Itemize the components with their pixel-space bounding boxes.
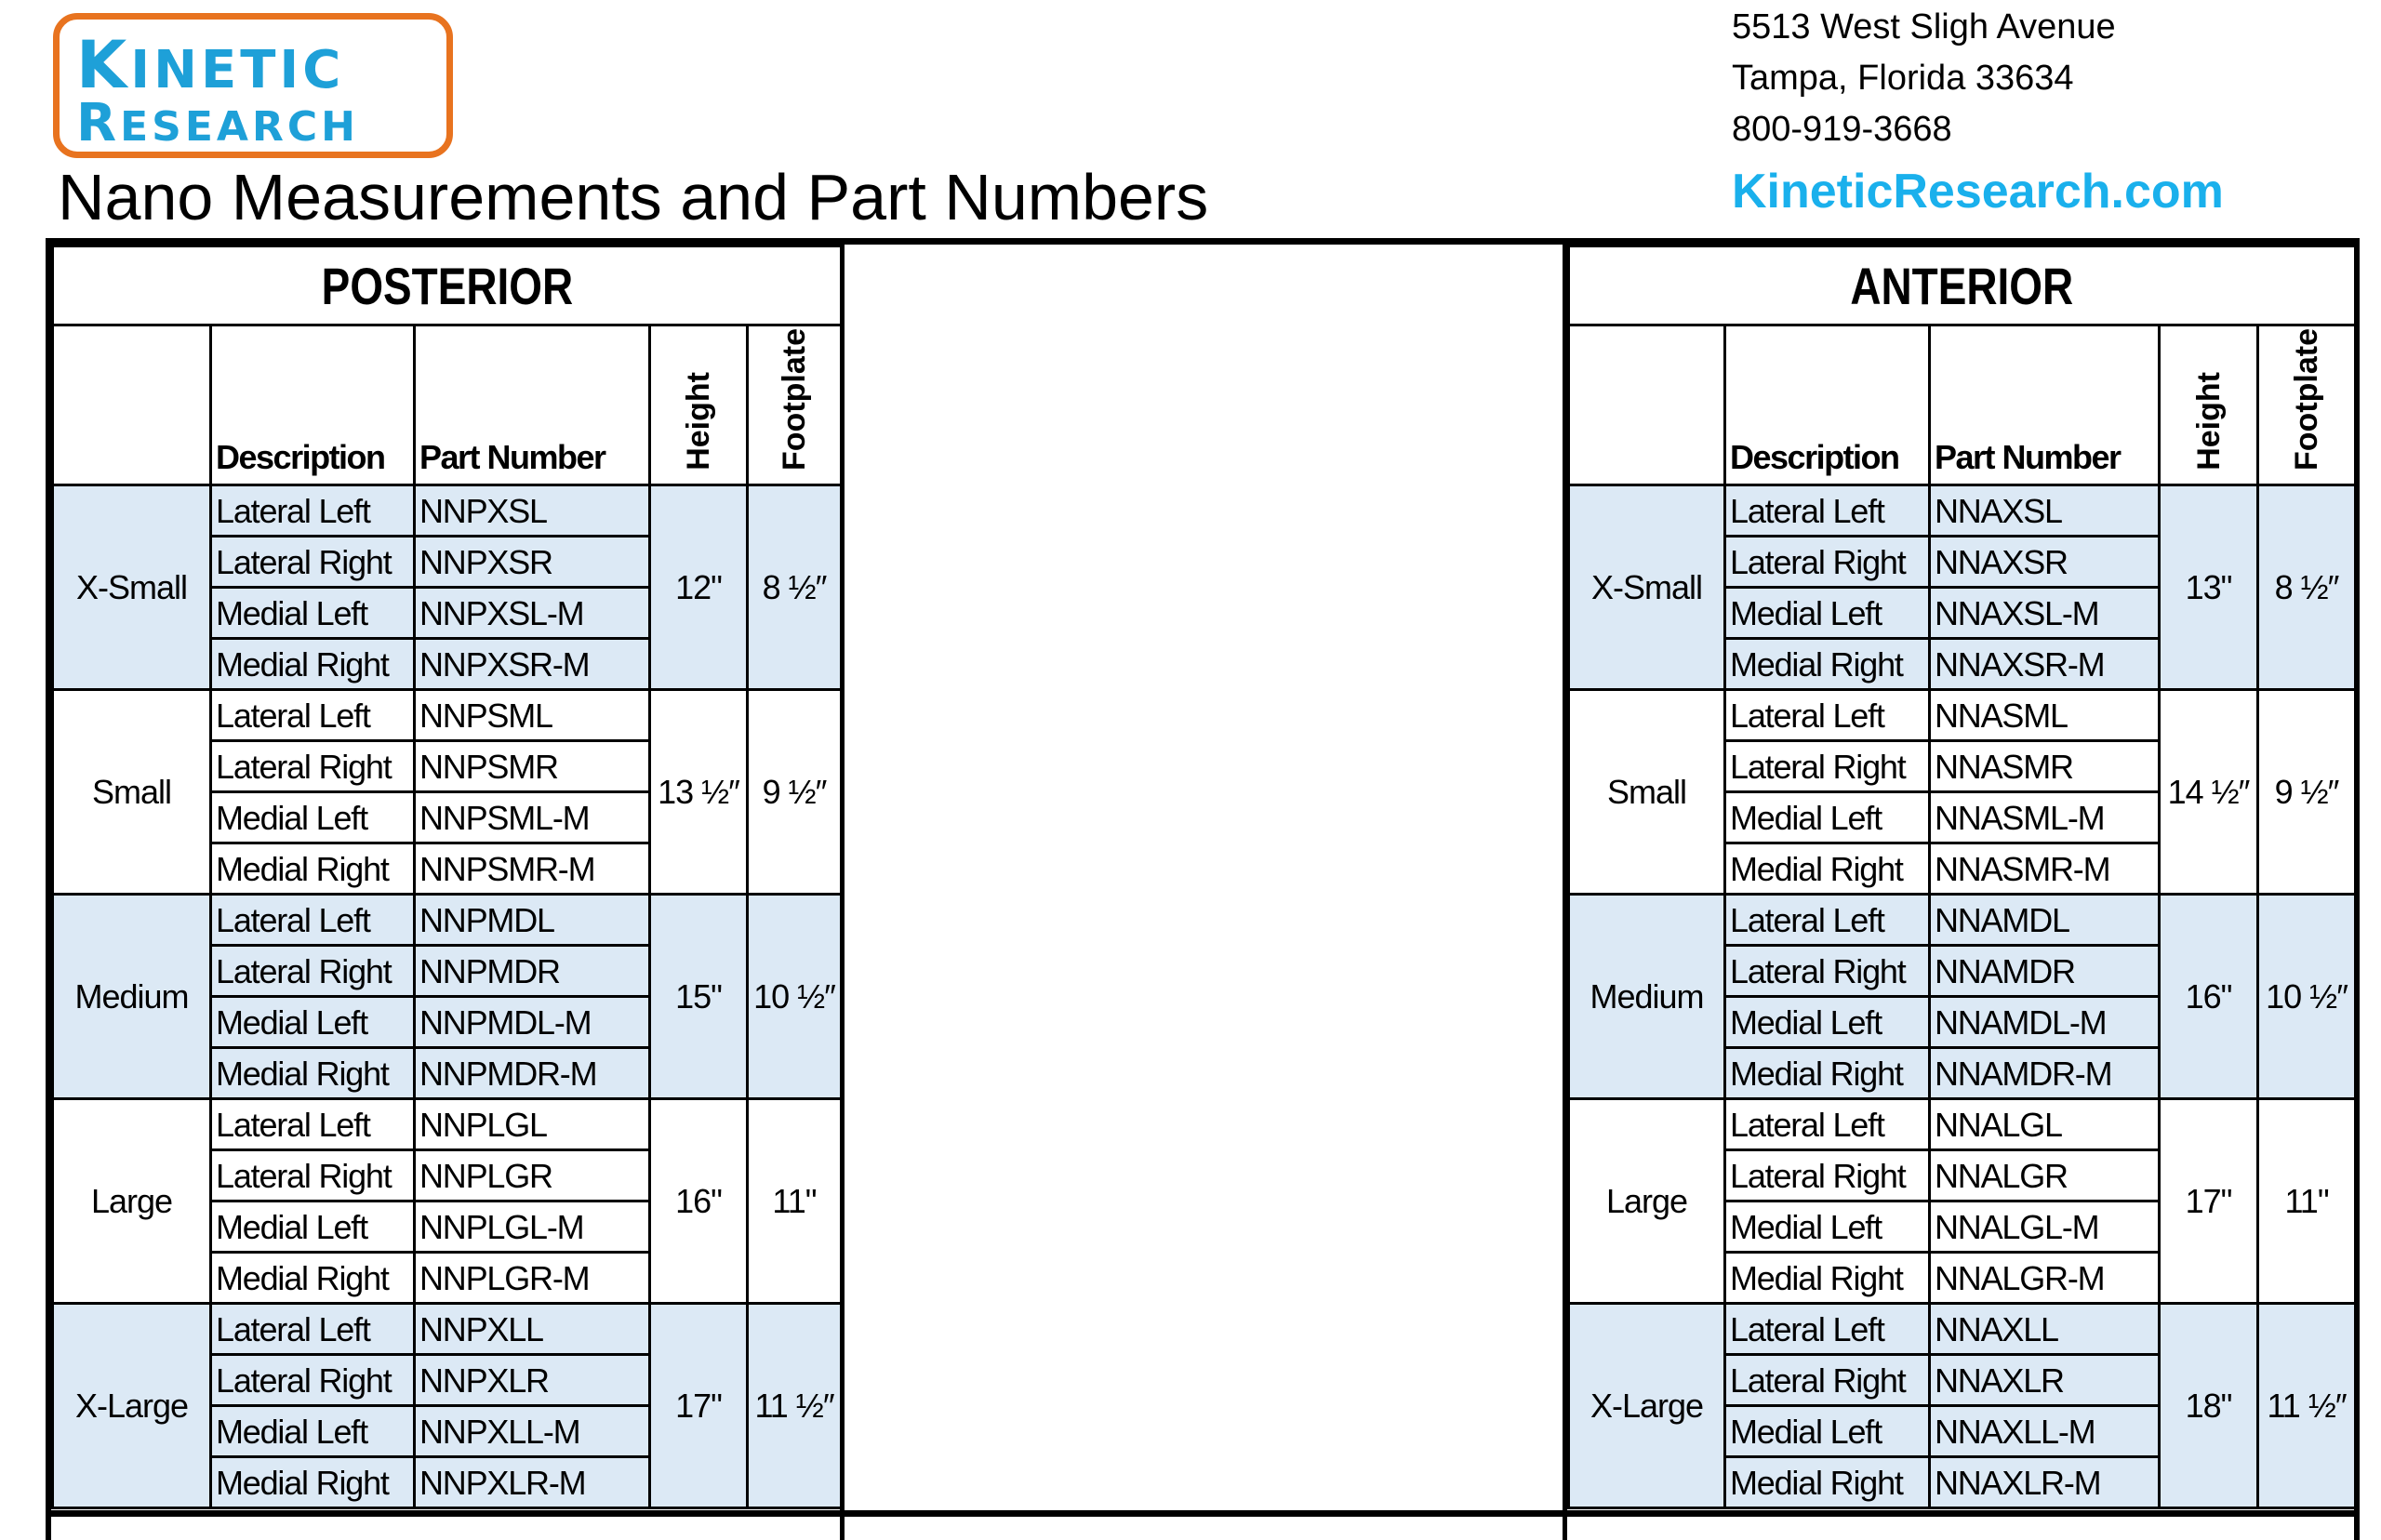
posterior-heading-row: [53, 246, 842, 325]
part-number-cell: NNAXLL: [1930, 1304, 2160, 1355]
description-column-header: Description: [211, 325, 415, 485]
description-cell: Lateral Left: [1725, 690, 1930, 741]
description-cell: Medial Left: [1725, 588, 1930, 639]
size-cell: Medium: [1569, 895, 1725, 1099]
footplate-cell: 8 ½″: [2258, 485, 2356, 690]
part-number-cell: NNPXSR-M: [415, 639, 650, 690]
description-cell: Medial Right: [211, 1048, 415, 1099]
description-cell: Medial Left: [211, 792, 415, 843]
description-cell: Lateral Left: [211, 895, 415, 946]
anterior-table: [1567, 245, 2357, 1509]
height-cell: 12": [650, 485, 748, 690]
footplate-column-header: Footplate: [748, 325, 842, 485]
description-cell: Medial Left: [211, 1406, 415, 1457]
table-row: [53, 1099, 842, 1150]
table-row: [53, 485, 842, 537]
part-number-cell: NNAXSR: [1930, 537, 2160, 588]
description-cell: Lateral Right: [1725, 537, 1930, 588]
height-cell: 14 ½″: [2160, 690, 2258, 895]
table-row: [53, 895, 842, 946]
website-link[interactable]: KineticResearch.com: [1732, 165, 2224, 219]
part-number-cell: NNAXLL-M: [1930, 1406, 2160, 1457]
size-cell: X-Large: [1569, 1304, 1725, 1508]
part-number-cell: NNASMR: [1930, 741, 2160, 792]
height-cell: 16": [650, 1099, 748, 1304]
part-number-cell: NNPXSR: [415, 537, 650, 588]
table-row: [1569, 895, 2356, 946]
table-row: [1569, 1099, 2356, 1150]
description-column-header: Description: [1725, 325, 1930, 485]
description-cell: Medial Left: [1725, 792, 1930, 843]
part-number-cell: NNPMDL-M: [415, 997, 650, 1048]
description-cell: Lateral Right: [1725, 1355, 1930, 1406]
description-cell: Lateral Left: [211, 1304, 415, 1355]
description-cell: Medial Right: [1725, 1048, 1930, 1099]
part-number-cell: NNALGR-M: [1930, 1253, 2160, 1304]
part-number-cell: NNALGR: [1930, 1150, 2160, 1201]
posterior-heading: POSTERIOR: [53, 246, 842, 325]
table-row: [1569, 690, 2356, 741]
table-row: [1569, 1304, 2356, 1355]
part-number-cell: NNAMDL: [1930, 895, 2160, 946]
footplate-cell: 11 ½″: [2258, 1304, 2356, 1508]
part-number-cell: NNPLGL-M: [415, 1201, 650, 1253]
part-number-cell: NNPSML: [415, 690, 650, 741]
part-number-cell: NNAMDL-M: [1930, 997, 2160, 1048]
description-cell: Medial Right: [1725, 1457, 1930, 1508]
footplate-cell: 11 ½″: [748, 1304, 842, 1508]
description-cell: Lateral Right: [211, 1150, 415, 1201]
footplate-cell: 10 ½″: [748, 895, 842, 1099]
part-number-cell: NNAXSL: [1930, 485, 2160, 537]
height-cell: 13": [2160, 485, 2258, 690]
description-cell: Medial Right: [211, 843, 415, 895]
part-number-cell: NNALGL-M: [1930, 1201, 2160, 1253]
height-column-header: Height: [650, 325, 748, 485]
part-number-cell: NNAXSR-M: [1930, 639, 2160, 690]
description-cell: Medial Left: [1725, 1201, 1930, 1253]
description-cell: Medial Right: [211, 1457, 415, 1508]
page-title: Nano Measurements and Part Numbers: [58, 161, 1209, 233]
size-column-header: [53, 325, 211, 485]
height-cell: 15": [650, 895, 748, 1099]
footplate-cell: 11": [2258, 1099, 2356, 1304]
size-cell: Large: [1569, 1099, 1725, 1304]
description-cell: Medial Right: [1725, 843, 1930, 895]
footplate-cell: 8 ½″: [748, 485, 842, 690]
size-cell: Large: [53, 1099, 211, 1304]
part-number-cell: NNPXLR-M: [415, 1457, 650, 1508]
description-cell: Medial Right: [1725, 639, 1930, 690]
description-cell: Medial Left: [1725, 997, 1930, 1048]
logo-initial-r: R: [76, 93, 121, 153]
anterior-column-header-row: [1569, 325, 2356, 485]
footplate-column-header: Footplate: [2258, 325, 2356, 485]
height-cell: 18": [2160, 1304, 2258, 1508]
footplate-cell: 9 ½″: [748, 690, 842, 895]
height-column-header: Height: [2160, 325, 2258, 485]
kinetic-research-logo: [53, 13, 453, 158]
description-cell: Medial Left: [211, 588, 415, 639]
footplate-cell: 10 ½″: [2258, 895, 2356, 1099]
size-cell: X-Small: [53, 485, 211, 690]
part-number-cell: NNPSMR-M: [415, 843, 650, 895]
description-cell: Lateral Right: [1725, 946, 1930, 997]
description-cell: Medial Left: [211, 997, 415, 1048]
part-number-cell: NNPLGL: [415, 1099, 650, 1150]
height-cell: 13 ½″: [650, 690, 748, 895]
posterior-table: [51, 245, 843, 1509]
description-cell: Lateral Left: [211, 485, 415, 537]
footplate-cell: 9 ½″: [2258, 690, 2356, 895]
table-row: [53, 690, 842, 741]
description-cell: Medial Right: [211, 639, 415, 690]
logo-line-research: [76, 93, 359, 153]
frame-bottom-right: [1563, 1510, 2360, 1517]
part-number-cell: NNPXSL-M: [415, 588, 650, 639]
part-number-cell: NNAMDR: [1930, 946, 2160, 997]
part-number-column-header: Part Number: [415, 325, 650, 485]
description-cell: Lateral Left: [211, 1099, 415, 1150]
height-cell: 16": [2160, 895, 2258, 1099]
table-row: [53, 1304, 842, 1355]
description-cell: Medial Right: [1725, 1253, 1930, 1304]
posterior-column-header-row: [53, 325, 842, 485]
anterior-heading-row: [1569, 246, 2356, 325]
part-number-cell: NNPLGR-M: [415, 1253, 650, 1304]
size-cell: X-Large: [53, 1304, 211, 1508]
part-number-cell: NNAMDR-M: [1930, 1048, 2160, 1099]
part-number-cell: NNPMDL: [415, 895, 650, 946]
part-number-cell: NNPLGR: [415, 1150, 650, 1201]
description-cell: Lateral Left: [1725, 895, 1930, 946]
description-cell: Lateral Left: [1725, 1099, 1930, 1150]
height-cell: 17": [650, 1304, 748, 1508]
part-number-cell: NNPSMR: [415, 741, 650, 792]
address-street: 5513 West Sligh Avenue: [1732, 7, 2116, 46]
part-number-cell: NNPSML-M: [415, 792, 650, 843]
description-cell: Lateral Left: [1725, 485, 1930, 537]
address-phone: 800-919-3668: [1732, 110, 1952, 149]
part-number-cell: NNPMDR-M: [415, 1048, 650, 1099]
part-number-column-header: Part Number: [1930, 325, 2160, 485]
description-cell: Lateral Left: [1725, 1304, 1930, 1355]
description-cell: Medial Right: [211, 1253, 415, 1304]
logo-initial-k: K: [76, 27, 131, 103]
description-cell: Lateral Left: [211, 690, 415, 741]
size-column-header: [1569, 325, 1725, 485]
part-number-cell: NNAXLR-M: [1930, 1457, 2160, 1508]
part-number-cell: NNPXLR: [415, 1355, 650, 1406]
part-number-cell: NNASMR-M: [1930, 843, 2160, 895]
description-cell: Lateral Right: [211, 741, 415, 792]
description-cell: Lateral Right: [1725, 1150, 1930, 1201]
part-number-cell: NNAXSL-M: [1930, 588, 2160, 639]
company-address: [1732, 2, 2374, 224]
description-cell: Lateral Right: [211, 946, 415, 997]
part-number-cell: NNASML-M: [1930, 792, 2160, 843]
size-cell: Small: [1569, 690, 1725, 895]
part-number-cell: NNALGL: [1930, 1099, 2160, 1150]
description-cell: Lateral Right: [211, 537, 415, 588]
height-cell: 17": [2160, 1099, 2258, 1304]
part-number-cell: NNPXLL-M: [415, 1406, 650, 1457]
size-cell: Small: [53, 690, 211, 895]
logo-rest-research: ESEARCH: [120, 103, 359, 151]
table-row: [1569, 485, 2356, 537]
part-number-cell: NNPXLL: [415, 1304, 650, 1355]
logo-line-kinetic: [76, 27, 345, 103]
address-city: Tampa, Florida 33634: [1732, 59, 2074, 98]
description-cell: Medial Left: [1725, 1406, 1930, 1457]
part-number-cell: NNPXSL: [415, 485, 650, 537]
frame-bottom: [46, 1510, 1567, 1517]
part-number-cell: NNPMDR: [415, 946, 650, 997]
description-cell: Medial Left: [211, 1201, 415, 1253]
footplate-cell: 11": [748, 1099, 842, 1304]
size-cell: Medium: [53, 895, 211, 1099]
part-number-cell: NNASML: [1930, 690, 2160, 741]
anterior-heading: ANTERIOR: [1569, 246, 2356, 325]
size-cell: X-Small: [1569, 485, 1725, 690]
part-number-cell: NNAXLR: [1930, 1355, 2160, 1406]
description-cell: Lateral Right: [211, 1355, 415, 1406]
description-cell: Lateral Right: [1725, 741, 1930, 792]
logo-rest-kinetic: INETIC: [130, 40, 345, 100]
